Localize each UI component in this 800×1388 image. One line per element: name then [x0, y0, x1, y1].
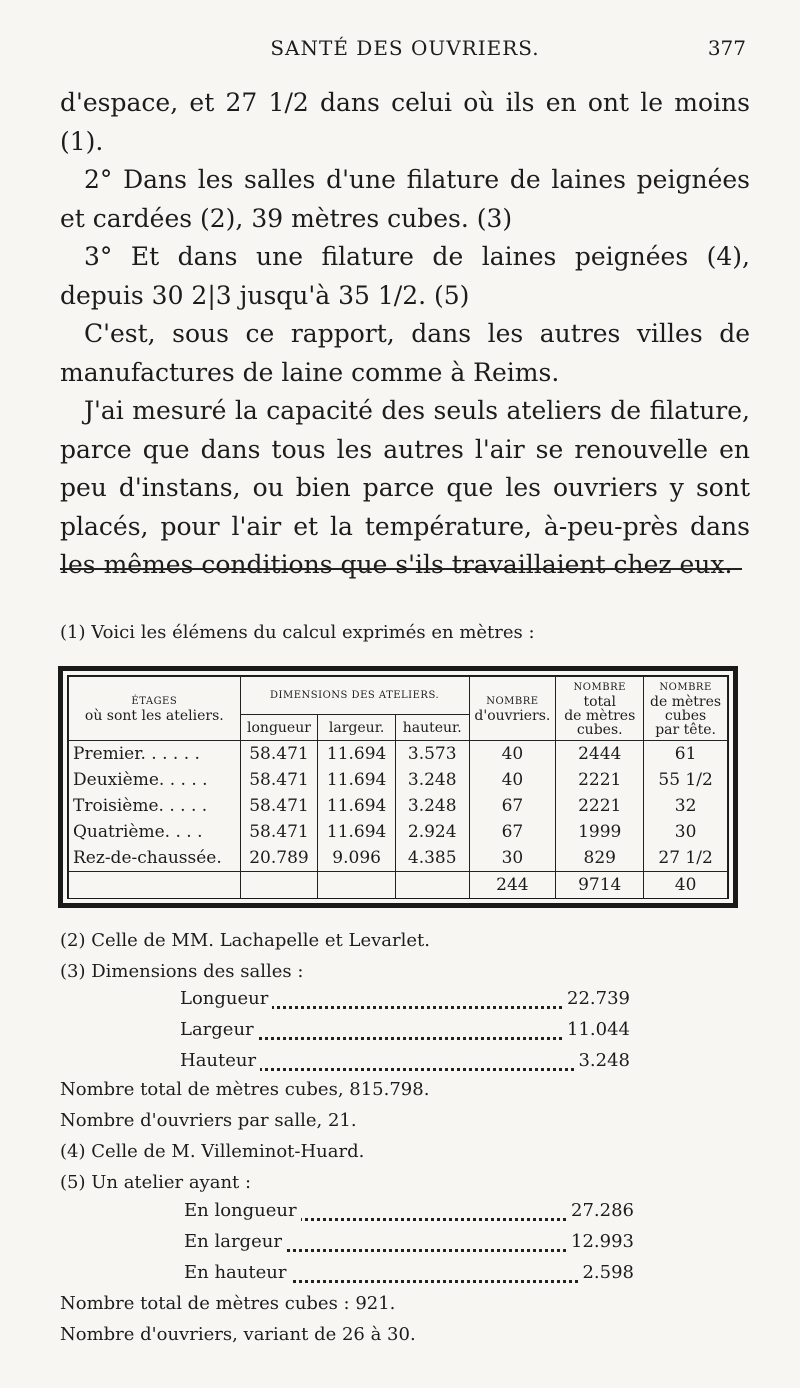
total-ouvriers: 244 — [469, 871, 556, 898]
cell-ouvriers: 30 — [469, 845, 556, 872]
cell-etage: Deuxième. . . . . — [69, 767, 241, 793]
note3-dimension-row — [180, 1050, 630, 1076]
header-hauteur: hauteur. — [395, 715, 469, 741]
header-largeur: largeur. — [318, 715, 396, 741]
cell-ouvriers: 67 — [469, 819, 556, 845]
cell-hauteur: 3.573 — [395, 741, 469, 768]
cell-par-tete: 30 — [644, 819, 728, 845]
dimension-value: 12.993 — [567, 1231, 634, 1252]
dimension-label: Longueur — [180, 988, 272, 1009]
cell-hauteur: 4.385 — [395, 845, 469, 872]
cell-ouvriers: 40 — [469, 767, 556, 793]
table-row — [69, 819, 728, 845]
paragraph-1: d'espace, et 27 1/2 dans celui où ils en ont le moins (1). — [60, 88, 750, 156]
dimension-label: En hauteur — [184, 1262, 290, 1283]
dimension-label: Largeur — [180, 1019, 258, 1040]
page-number: 377 — [707, 36, 746, 60]
footnote-2: (2) Celle de MM. Lachapelle et Levarlet. — [60, 930, 430, 951]
running-title: SANTÉ DES OUVRIERS. — [270, 36, 540, 60]
footnote-5-intro: (5) Un atelier ayant : — [60, 1172, 252, 1193]
header-dimensions: DIMENSIONS DES ATELIERS. — [240, 677, 469, 715]
footnote-3-total: Nombre total de mètres cubes, 815.798. — [60, 1079, 430, 1100]
cell-etage: Troisième. . . . . — [69, 793, 241, 819]
dimension-label: En longueur — [184, 1200, 301, 1221]
table-total-row — [69, 871, 728, 898]
cell-par-tete: 61 — [644, 741, 728, 768]
cell-etage: Quatrième. . . . — [69, 819, 241, 845]
cell-ouvriers: 67 — [469, 793, 556, 819]
header-etages: ÉTAGES où sont les ateliers. — [69, 677, 241, 741]
paragraph-3: 3° Et dans une filature de laines peignées (4), depuis 30 2|3 jusqu'à 35 1/2. (5) — [60, 242, 750, 310]
footnote-rule — [60, 568, 742, 570]
table-row — [69, 793, 728, 819]
dimension-value: 27.286 — [567, 1200, 634, 1221]
header-par-tete: NOMBRE de mètres cubes par tête. — [644, 677, 728, 741]
footnote-3-workers: Nombre d'ouvriers par salle, 21. — [60, 1110, 357, 1131]
header-longueur: longueur — [240, 715, 318, 741]
cell-total: 1999 — [556, 819, 644, 845]
dimension-label: En largeur — [184, 1231, 286, 1252]
table-row — [69, 741, 728, 768]
calculation-table-frame — [58, 666, 738, 908]
cell-total: 2221 — [556, 793, 644, 819]
total-par-tete: 40 — [644, 871, 728, 898]
cell-hauteur: 2.924 — [395, 819, 469, 845]
cell-hauteur: 3.248 — [395, 793, 469, 819]
note3-dimension-row — [180, 988, 630, 1014]
cell-hauteur: 3.248 — [395, 767, 469, 793]
footnote-4: (4) Celle de M. Villeminot-Huard. — [60, 1141, 365, 1162]
table-row — [69, 767, 728, 793]
note5-dimension-row — [184, 1231, 634, 1257]
cell-ouvriers: 40 — [469, 741, 556, 768]
cell-longueur: 20.789 — [240, 845, 318, 872]
paragraph-2: 2° Dans les salles d'une filature de laines peignées et cardées (2), 39 mètres cubes. (3) — [60, 165, 750, 233]
note5-dimension-row — [184, 1262, 634, 1288]
cell-longueur: 58.471 — [240, 819, 318, 845]
cell-largeur: 11.694 — [318, 793, 396, 819]
cell-total: 829 — [556, 845, 644, 872]
paragraph-5: J'ai mesuré la capacité des seuls ateliers de filature, parce que dans tous les autres l'air se renouvelle en peu d'instans, ou bien parce que les ouvriers y sont placés, pour l'air et la température, à-peu-près dans les mêmes conditions que s'ils travaillaient chez eux. — [60, 396, 750, 579]
cell-largeur: 11.694 — [318, 741, 396, 768]
calculation-table — [68, 676, 728, 898]
dimension-label: Hauteur — [180, 1050, 260, 1071]
total-total: 9714 — [556, 871, 644, 898]
note3-dimension-row — [180, 1019, 630, 1045]
cell-etage: Rez-de-chaussée. — [69, 845, 241, 872]
cell-longueur: 58.471 — [240, 741, 318, 768]
cell-largeur: 11.694 — [318, 767, 396, 793]
dimension-value: 3.248 — [574, 1050, 630, 1071]
dimension-value: 22.739 — [563, 988, 630, 1009]
cell-par-tete: 55 1/2 — [644, 767, 728, 793]
body-text — [60, 84, 750, 585]
cell-etage: Premier. . . . . . — [69, 741, 241, 768]
dimension-value: 2.598 — [578, 1262, 634, 1283]
cell-total: 2221 — [556, 767, 644, 793]
footnote-1-intro: (1) Voici les élémens du calcul exprimés en mètres : — [60, 622, 535, 643]
footnote-5-total: Nombre total de mètres cubes : 921. — [60, 1293, 396, 1314]
paragraph-4: C'est, sous ce rapport, dans les autres villes de manufactures de laine comme à Reims. — [60, 319, 750, 387]
dimension-value: 11.044 — [563, 1019, 630, 1040]
header-total: NOMBRE total de mètres cubes. — [556, 677, 644, 741]
cell-par-tete: 27 1/2 — [644, 845, 728, 872]
table-row — [69, 845, 728, 872]
cell-largeur: 9.096 — [318, 845, 396, 872]
cell-largeur: 11.694 — [318, 819, 396, 845]
cell-longueur: 58.471 — [240, 793, 318, 819]
cell-par-tete: 32 — [644, 793, 728, 819]
page-header — [60, 36, 750, 70]
header-ouvriers: NOMBRE d'ouvriers. — [469, 677, 556, 741]
cell-longueur: 58.471 — [240, 767, 318, 793]
note5-dimension-row — [184, 1200, 634, 1226]
footnote-3-intro: (3) Dimensions des salles : — [60, 961, 304, 982]
cell-total: 2444 — [556, 741, 644, 768]
footnote-5-workers: Nombre d'ouvriers, variant de 26 à 30. — [60, 1324, 416, 1345]
